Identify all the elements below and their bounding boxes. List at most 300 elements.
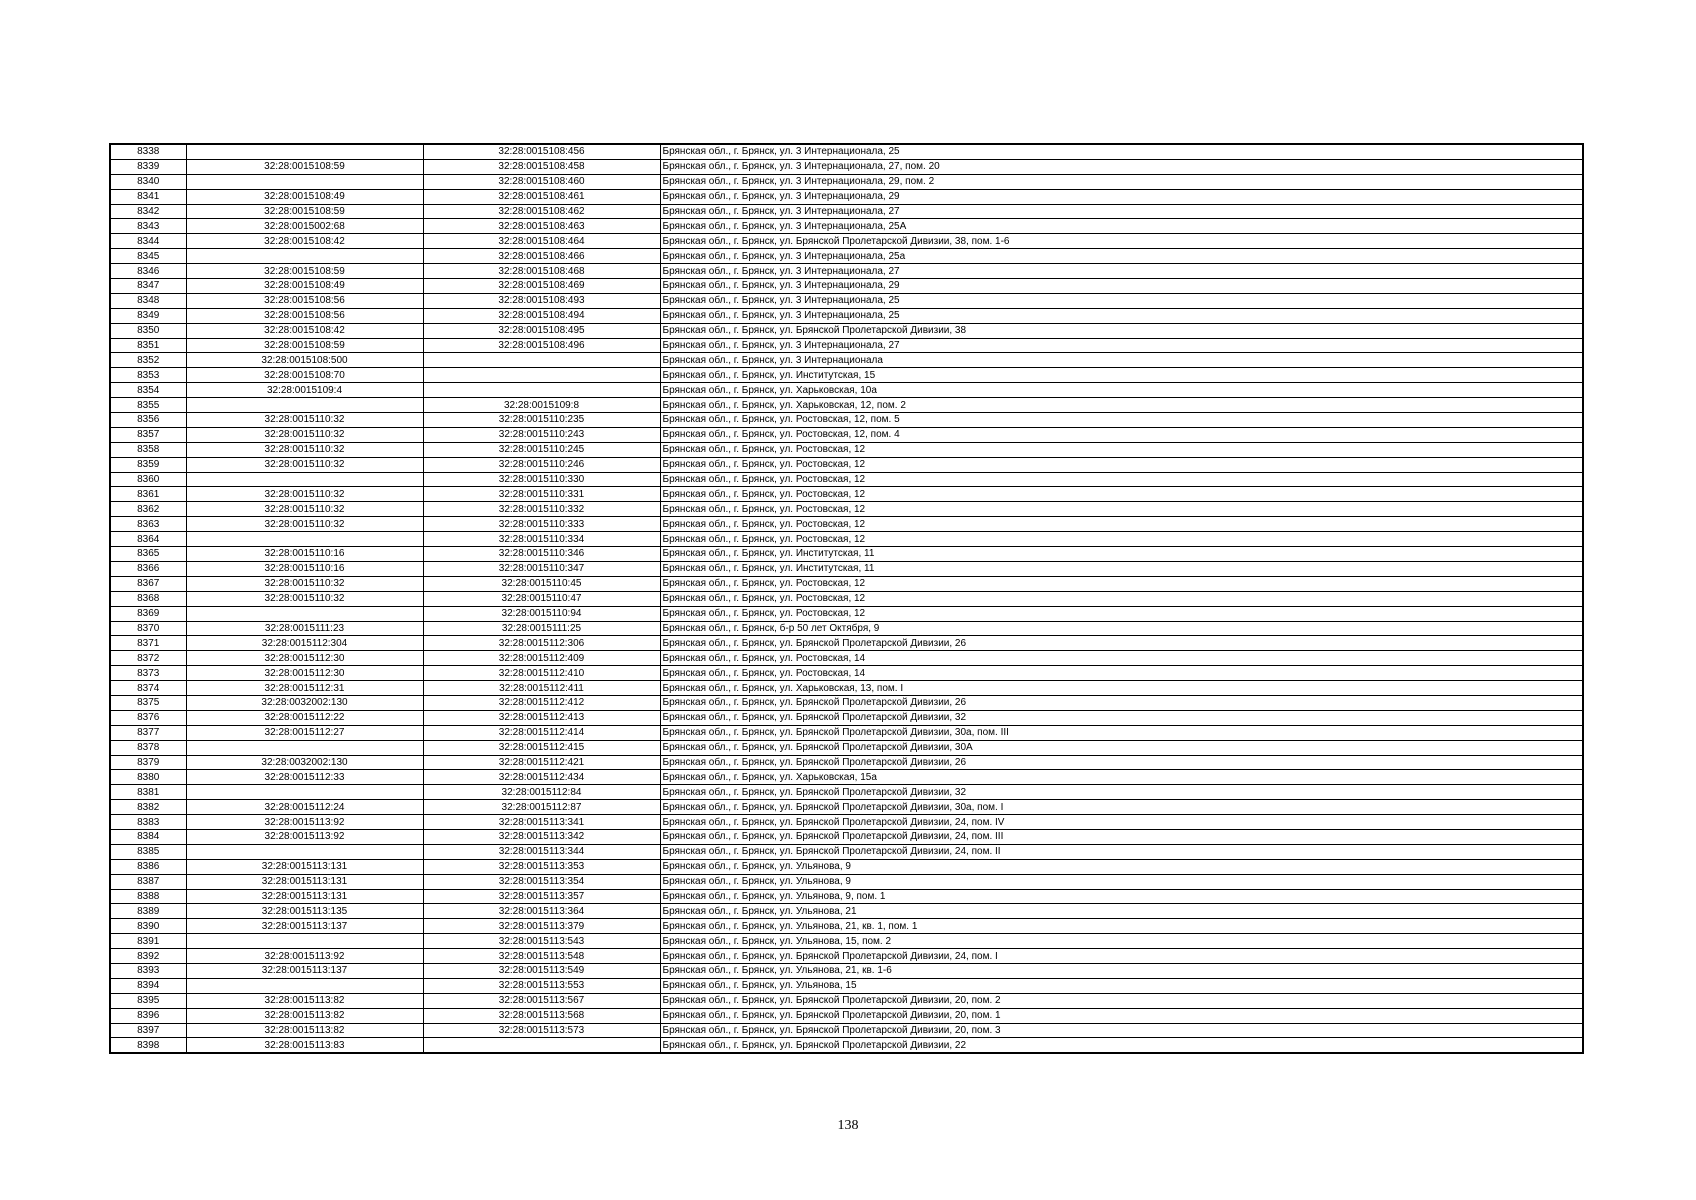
parent-cadastral-number-cell: 32:28:0015113:82 [186,1023,423,1038]
cadastral-number-cell: 32:28:0015110:235 [423,413,660,428]
cadastral-number-cell: 32:28:0015112:410 [423,666,660,681]
parent-cadastral-number-cell: 32:28:0015113:82 [186,993,423,1008]
row-number-cell: 8373 [110,666,186,681]
parent-cadastral-number-cell: 32:28:0015112:304 [186,636,423,651]
address-cell: Брянская обл., г. Брянск, ул. 3 Интернационала, 27 [660,204,1583,219]
table-row [110,829,1583,844]
table-row [110,338,1583,353]
row-number-cell: 8383 [110,815,186,830]
table-row [110,1038,1583,1053]
parent-cadastral-number-cell: 32:28:0015108:70 [186,368,423,383]
parent-cadastral-number-cell: 32:28:0015113:131 [186,874,423,889]
row-number-cell: 8369 [110,606,186,621]
row-number-cell: 8375 [110,695,186,710]
address-cell: Брянская обл., г. Брянск, ул. Ростовская, 12 [660,457,1583,472]
row-number-cell: 8391 [110,934,186,949]
registry-table-body [110,144,1583,1053]
cadastral-number-cell: 32:28:0015110:245 [423,442,660,457]
address-cell: Брянская обл., г. Брянск, ул. 3 Интернационала, 29, пом. 2 [660,174,1583,189]
parent-cadastral-number-cell: 32:28:0015110:32 [186,517,423,532]
row-number-cell: 8365 [110,547,186,562]
address-cell: Брянская обл., г. Брянск, ул. Брянской Пролетарской Дивизии, 26 [660,695,1583,710]
row-number-cell: 8381 [110,785,186,800]
row-number-cell: 8350 [110,323,186,338]
table-row [110,666,1583,681]
row-number-cell: 8389 [110,904,186,919]
row-number-cell: 8385 [110,844,186,859]
parent-cadastral-number-cell: 32:28:0015108:500 [186,353,423,368]
table-row [110,189,1583,204]
table-row [110,457,1583,472]
parent-cadastral-number-cell [186,472,423,487]
table-row [110,934,1583,949]
row-number-cell: 8351 [110,338,186,353]
registry-table [109,143,1584,1054]
cadastral-number-cell: 32:28:0015111:25 [423,621,660,636]
row-number-cell: 8390 [110,919,186,934]
address-cell: Брянская обл., г. Брянск, ул. Брянской Пролетарской Дивизии, 24, пом. IV [660,815,1583,830]
row-number-cell: 8376 [110,710,186,725]
row-number-cell: 8342 [110,204,186,219]
row-number-cell: 8377 [110,725,186,740]
parent-cadastral-number-cell [186,978,423,993]
table-row [110,487,1583,502]
address-cell: Брянская обл., г. Брянск, ул. Брянской Пролетарской Дивизии, 30а, пом. III [660,725,1583,740]
address-cell: Брянская обл., г. Брянск, ул. Ростовская, 12 [660,606,1583,621]
address-cell: Брянская обл., г. Брянск, ул. 3 Интернационала, 25а [660,249,1583,264]
table-row [110,293,1583,308]
parent-cadastral-number-cell: 32:28:0015002:68 [186,219,423,234]
cadastral-number-cell: 32:28:0015113:344 [423,844,660,859]
table-row [110,621,1583,636]
cadastral-number-cell: 32:28:0015110:246 [423,457,660,472]
address-cell: Брянская обл., г. Брянск, ул. Брянской Пролетарской Дивизии, 30а, пом. I [660,800,1583,815]
address-cell: Брянская обл., г. Брянск, ул. 3 Интернационала, 29 [660,189,1583,204]
address-cell: Брянская обл., г. Брянск, ул. Ростовская, 12, пом. 5 [660,413,1583,428]
address-cell: Брянская обл., г. Брянск, ул. Брянской Пролетарской Дивизии, 32 [660,785,1583,800]
parent-cadastral-number-cell [186,174,423,189]
address-cell: Брянская обл., г. Брянск, ул. Институтская, 11 [660,561,1583,576]
row-number-cell: 8372 [110,651,186,666]
cadastral-number-cell: 32:28:0015113:354 [423,874,660,889]
row-number-cell: 8382 [110,800,186,815]
row-number-cell: 8366 [110,561,186,576]
parent-cadastral-number-cell [186,144,423,159]
address-cell: Брянская обл., г. Брянск, ул. Брянской Пролетарской Дивизии, 24, пом. III [660,829,1583,844]
parent-cadastral-number-cell: 32:28:0015108:56 [186,293,423,308]
cadastral-number-cell: 32:28:0015110:346 [423,547,660,562]
row-number-cell: 8388 [110,889,186,904]
table-row [110,413,1583,428]
row-number-cell: 8379 [110,755,186,770]
table-row [110,755,1583,770]
table-row [110,1023,1583,1038]
cadastral-number-cell: 32:28:0015108:461 [423,189,660,204]
table-row [110,427,1583,442]
address-cell: Брянская обл., г. Брянск, ул. Ростовская, 12 [660,576,1583,591]
table-row [110,368,1583,383]
table-row [110,279,1583,294]
cadastral-number-cell: 32:28:0015109:8 [423,398,660,413]
cadastral-number-cell: 32:28:0015108:495 [423,323,660,338]
cadastral-number-cell: 32:28:0015108:458 [423,159,660,174]
cadastral-number-cell: 32:28:0015112:415 [423,740,660,755]
address-cell: Брянская обл., г. Брянск, ул. Ульянова, 9 [660,859,1583,874]
parent-cadastral-number-cell: 32:28:0015108:59 [186,159,423,174]
table-row [110,695,1583,710]
table-row [110,874,1583,889]
address-cell: Брянская обл., г. Брянск, ул. 3 Интернационала, 27 [660,264,1583,279]
table-row [110,725,1583,740]
table-row [110,502,1583,517]
row-number-cell: 8380 [110,770,186,785]
address-cell: Брянская обл., г. Брянск, ул. Ульянова, 21 [660,904,1583,919]
address-cell: Брянская обл., г. Брянск, ул. 3 Интернационала, 27, пом. 20 [660,159,1583,174]
table-row [110,472,1583,487]
address-cell: Брянская обл., г. Брянск, ул. Ростовская, 12 [660,591,1583,606]
table-row [110,219,1583,234]
address-cell: Брянская обл., г. Брянск, ул. Харьковская, 10а [660,383,1583,398]
parent-cadastral-number-cell: 32:28:0015110:32 [186,442,423,457]
cadastral-number-cell: 32:28:0015112:434 [423,770,660,785]
row-number-cell: 8370 [110,621,186,636]
cadastral-number-cell: 32:28:0015108:456 [423,144,660,159]
row-number-cell: 8353 [110,368,186,383]
parent-cadastral-number-cell [186,249,423,264]
parent-cadastral-number-cell: 32:28:0015108:49 [186,189,423,204]
row-number-cell: 8387 [110,874,186,889]
row-number-cell: 8343 [110,219,186,234]
row-number-cell: 8348 [110,293,186,308]
row-number-cell: 8359 [110,457,186,472]
parent-cadastral-number-cell: 32:28:0032002:130 [186,755,423,770]
address-cell: Брянская обл., г. Брянск, ул. Ростовская, 12, пом. 4 [660,427,1583,442]
table-row [110,398,1583,413]
table-row [110,442,1583,457]
cadastral-number-cell: 32:28:0015113:379 [423,919,660,934]
address-cell: Брянская обл., г. Брянск, ул. Брянской Пролетарской Дивизии, 38, пом. 1-6 [660,234,1583,249]
row-number-cell: 8367 [110,576,186,591]
address-cell: Брянская обл., г. Брянск, ул. Брянской Пролетарской Дивизии, 32 [660,710,1583,725]
table-row [110,904,1583,919]
parent-cadastral-number-cell: 32:28:0015108:42 [186,323,423,338]
cadastral-number-cell [423,383,660,398]
cadastral-number-cell: 32:28:0015113:357 [423,889,660,904]
address-cell: Брянская обл., г. Брянск, ул. Ульянова, 15, пом. 2 [660,934,1583,949]
table-row [110,815,1583,830]
table-row [110,264,1583,279]
table-row [110,591,1583,606]
parent-cadastral-number-cell: 32:28:0015112:24 [186,800,423,815]
cadastral-number-cell: 32:28:0015110:45 [423,576,660,591]
table-row [110,770,1583,785]
row-number-cell: 8363 [110,517,186,532]
parent-cadastral-number-cell: 32:28:0015113:131 [186,889,423,904]
row-number-cell: 8339 [110,159,186,174]
parent-cadastral-number-cell [186,532,423,547]
parent-cadastral-number-cell: 32:28:0015110:32 [186,502,423,517]
table-row [110,1008,1583,1023]
cadastral-number-cell: 32:28:0015110:331 [423,487,660,502]
address-cell: Брянская обл., г. Брянск, ул. 3 Интернационала, 25 [660,308,1583,323]
parent-cadastral-number-cell: 32:28:0015108:56 [186,308,423,323]
cadastral-number-cell: 32:28:0015113:364 [423,904,660,919]
cadastral-number-cell [423,353,660,368]
page-number: 138 [837,1118,859,1133]
address-cell: Брянская обл., г. Брянск, ул. Брянской Пролетарской Дивизии, 24, пом. I [660,949,1583,964]
table-row [110,606,1583,621]
row-number-cell: 8340 [110,174,186,189]
parent-cadastral-number-cell: 32:28:0015108:59 [186,204,423,219]
address-cell: Брянская обл., г. Брянск, ул. 3 Интернационала, 25 [660,144,1583,159]
address-cell: Брянская обл., г. Брянск, ул. Ростовская, 14 [660,666,1583,681]
row-number-cell: 8394 [110,978,186,993]
cadastral-number-cell: 32:28:0015112:414 [423,725,660,740]
parent-cadastral-number-cell: 32:28:0015108:49 [186,279,423,294]
table-row [110,159,1583,174]
cadastral-number-cell: 32:28:0015113:341 [423,815,660,830]
cadastral-number-cell [423,1038,660,1053]
cadastral-number-cell: 32:28:0015112:409 [423,651,660,666]
parent-cadastral-number-cell [186,785,423,800]
table-row [110,383,1583,398]
cadastral-number-cell: 32:28:0015112:411 [423,681,660,696]
parent-cadastral-number-cell: 32:28:0015112:30 [186,651,423,666]
table-row [110,978,1583,993]
table-row [110,576,1583,591]
parent-cadastral-number-cell: 32:28:0015113:92 [186,829,423,844]
row-number-cell: 8345 [110,249,186,264]
table-row [110,547,1583,562]
parent-cadastral-number-cell: 32:28:0015113:83 [186,1038,423,1053]
parent-cadastral-number-cell: 32:28:0015112:33 [186,770,423,785]
parent-cadastral-number-cell [186,844,423,859]
parent-cadastral-number-cell: 32:28:0015113:92 [186,949,423,964]
table-row [110,651,1583,666]
parent-cadastral-number-cell: 32:28:0015112:27 [186,725,423,740]
cadastral-number-cell: 32:28:0015113:353 [423,859,660,874]
row-number-cell: 8371 [110,636,186,651]
cadastral-number-cell: 32:28:0015108:466 [423,249,660,264]
parent-cadastral-number-cell: 32:28:0015112:30 [186,666,423,681]
table-row [110,144,1583,159]
address-cell: Брянская обл., г. Брянск, ул. Ростовская, 12 [660,487,1583,502]
parent-cadastral-number-cell: 32:28:0015109:4 [186,383,423,398]
address-cell: Брянская обл., г. Брянск, ул. Институтская, 11 [660,547,1583,562]
table-row [110,308,1583,323]
table-row [110,636,1583,651]
parent-cadastral-number-cell: 32:28:0015108:59 [186,264,423,279]
row-number-cell: 8398 [110,1038,186,1053]
table-row [110,681,1583,696]
row-number-cell: 8361 [110,487,186,502]
address-cell: Брянская обл., г. Брянск, ул. 3 Интернационала, 29 [660,279,1583,294]
address-cell: Брянская обл., г. Брянск, ул. Харьковская, 15а [660,770,1583,785]
address-cell: Брянская обл., г. Брянск, ул. Ростовская, 12 [660,442,1583,457]
address-cell: Брянская обл., г. Брянск, ул. Брянской Пролетарской Дивизии, 20, пом. 2 [660,993,1583,1008]
table-row [110,993,1583,1008]
cadastral-number-cell: 32:28:0015113:553 [423,978,660,993]
row-number-cell: 8396 [110,1008,186,1023]
address-cell: Брянская обл., г. Брянск, ул. Брянской Пролетарской Дивизии, 22 [660,1038,1583,1053]
address-cell: Брянская обл., г. Брянск, ул. 3 Интернационала, 25 [660,293,1583,308]
address-cell: Брянская обл., г. Брянск, ул. Институтская, 15 [660,368,1583,383]
parent-cadastral-number-cell [186,606,423,621]
address-cell: Брянская обл., г. Брянск, ул. Ульянова, 9, пом. 1 [660,889,1583,904]
table-row [110,532,1583,547]
row-number-cell: 8395 [110,993,186,1008]
address-cell: Брянская обл., г. Брянск, ул. Ульянова, 9 [660,874,1583,889]
table-row [110,234,1583,249]
parent-cadastral-number-cell: 32:28:0015113:82 [186,1008,423,1023]
address-cell: Брянская обл., г. Брянск, ул. 3 Интернационала [660,353,1583,368]
row-number-cell: 8354 [110,383,186,398]
table-row [110,800,1583,815]
table-row [110,889,1583,904]
table-row [110,844,1583,859]
cadastral-number-cell: 32:28:0015110:330 [423,472,660,487]
cadastral-number-cell: 32:28:0015113:543 [423,934,660,949]
row-number-cell: 8344 [110,234,186,249]
parent-cadastral-number-cell: 32:28:0015110:32 [186,487,423,502]
table-row [110,740,1583,755]
address-cell: Брянская обл., г. Брянск, ул. 3 Интернационала, 27 [660,338,1583,353]
table-row [110,517,1583,532]
cadastral-number-cell: 32:28:0015108:463 [423,219,660,234]
parent-cadastral-number-cell: 32:28:0015108:59 [186,338,423,353]
parent-cadastral-number-cell: 32:28:0015113:92 [186,815,423,830]
row-number-cell: 8397 [110,1023,186,1038]
cadastral-number-cell: 32:28:0015112:413 [423,710,660,725]
address-cell: Брянская обл., г. Брянск, ул. Ульянова, 15 [660,978,1583,993]
cadastral-number-cell: 32:28:0015112:84 [423,785,660,800]
parent-cadastral-number-cell: 32:28:0015113:137 [186,919,423,934]
row-number-cell: 8386 [110,859,186,874]
table-row [110,323,1583,338]
address-cell: Брянская обл., г. Брянск, ул. Ростовская, 12 [660,532,1583,547]
cadastral-number-cell: 32:28:0015112:306 [423,636,660,651]
row-number-cell: 8341 [110,189,186,204]
address-cell: Брянская обл., г. Брянск, ул. Ульянова, 21, кв. 1, пом. 1 [660,919,1583,934]
address-cell: Брянская обл., г. Брянск, б-р 50 лет Октября, 9 [660,621,1583,636]
cadastral-number-cell: 32:28:0015110:243 [423,427,660,442]
cadastral-number-cell: 32:28:0015112:421 [423,755,660,770]
cadastral-number-cell: 32:28:0015108:494 [423,308,660,323]
row-number-cell: 8393 [110,963,186,978]
parent-cadastral-number-cell: 32:28:0015112:31 [186,681,423,696]
cadastral-number-cell: 32:28:0015112:87 [423,800,660,815]
parent-cadastral-number-cell [186,934,423,949]
address-cell: Брянская обл., г. Брянск, ул. Брянской Пролетарской Дивизии, 24, пом. II [660,844,1583,859]
row-number-cell: 8349 [110,308,186,323]
cadastral-number-cell: 32:28:0015108:493 [423,293,660,308]
table-row [110,859,1583,874]
address-cell: Брянская обл., г. Брянск, ул. Ульянова, 21, кв. 1-6 [660,963,1583,978]
address-cell: Брянская обл., г. Брянск, ул. 3 Интернационала, 25А [660,219,1583,234]
address-cell: Брянская обл., г. Брянск, ул. Брянской Пролетарской Дивизии, 26 [660,755,1583,770]
address-cell: Брянская обл., г. Брянск, ул. Ростовская, 12 [660,472,1583,487]
address-cell: Брянская обл., г. Брянск, ул. Ростовская, 12 [660,517,1583,532]
row-number-cell: 8362 [110,502,186,517]
cadastral-number-cell: 32:28:0015113:573 [423,1023,660,1038]
row-number-cell: 8338 [110,144,186,159]
cadastral-number-cell: 32:28:0015113:549 [423,963,660,978]
parent-cadastral-number-cell: 32:28:0015113:135 [186,904,423,919]
row-number-cell: 8374 [110,681,186,696]
table-row [110,785,1583,800]
cadastral-number-cell: 32:28:0015113:568 [423,1008,660,1023]
row-number-cell: 8358 [110,442,186,457]
row-number-cell: 8352 [110,353,186,368]
row-number-cell: 8355 [110,398,186,413]
cadastral-number-cell: 32:28:0015110:332 [423,502,660,517]
cadastral-number-cell: 32:28:0015108:460 [423,174,660,189]
row-number-cell: 8364 [110,532,186,547]
address-cell: Брянская обл., г. Брянск, ул. Брянской Пролетарской Дивизии, 26 [660,636,1583,651]
row-number-cell: 8347 [110,279,186,294]
address-cell: Брянская обл., г. Брянск, ул. Харьковская, 12, пом. 2 [660,398,1583,413]
cadastral-number-cell: 32:28:0015108:468 [423,264,660,279]
cadastral-number-cell: 32:28:0015108:464 [423,234,660,249]
address-cell: Брянская обл., г. Брянск, ул. Брянской Пролетарской Дивизии, 38 [660,323,1583,338]
parent-cadastral-number-cell: 32:28:0015112:22 [186,710,423,725]
address-cell: Брянская обл., г. Брянск, ул. Брянской Пролетарской Дивизии, 20, пом. 3 [660,1023,1583,1038]
cadastral-number-cell: 32:28:0015108:469 [423,279,660,294]
parent-cadastral-number-cell: 32:28:0015111:23 [186,621,423,636]
parent-cadastral-number-cell: 32:28:0015113:131 [186,859,423,874]
parent-cadastral-number-cell: 32:28:0015110:16 [186,561,423,576]
row-number-cell: 8360 [110,472,186,487]
parent-cadastral-number-cell: 32:28:0015113:137 [186,963,423,978]
row-number-cell: 8346 [110,264,186,279]
cadastral-number-cell: 32:28:0015110:347 [423,561,660,576]
cadastral-number-cell: 32:28:0015113:567 [423,993,660,1008]
table-row [110,353,1583,368]
parent-cadastral-number-cell: 32:28:0015110:32 [186,576,423,591]
cadastral-number-cell [423,368,660,383]
address-cell: Брянская обл., г. Брянск, ул. Ростовская, 14 [660,651,1583,666]
parent-cadastral-number-cell: 32:28:0015110:32 [186,427,423,442]
table-row [110,249,1583,264]
parent-cadastral-number-cell: 32:28:0015110:32 [186,457,423,472]
row-number-cell: 8356 [110,413,186,428]
cadastral-number-cell: 32:28:0015108:496 [423,338,660,353]
parent-cadastral-number-cell: 32:28:0032002:130 [186,695,423,710]
row-number-cell: 8368 [110,591,186,606]
cadastral-number-cell: 32:28:0015108:462 [423,204,660,219]
cadastral-number-cell: 32:28:0015110:47 [423,591,660,606]
address-cell: Брянская обл., г. Брянск, ул. Брянской Пролетарской Дивизии, 20, пом. 1 [660,1008,1583,1023]
parent-cadastral-number-cell [186,398,423,413]
address-cell: Брянская обл., г. Брянск, ул. Брянской Пролетарской Дивизии, 30А [660,740,1583,755]
parent-cadastral-number-cell: 32:28:0015110:32 [186,413,423,428]
parent-cadastral-number-cell: 32:28:0015110:16 [186,547,423,562]
table-row [110,919,1583,934]
row-number-cell: 8392 [110,949,186,964]
table-row [110,204,1583,219]
address-cell: Брянская обл., г. Брянск, ул. Харьковская, 13, пом. I [660,681,1583,696]
parent-cadastral-number-cell: 32:28:0015110:32 [186,591,423,606]
table-row [110,174,1583,189]
table-row [110,949,1583,964]
cadastral-number-cell: 32:28:0015113:342 [423,829,660,844]
parent-cadastral-number-cell: 32:28:0015108:42 [186,234,423,249]
address-cell: Брянская обл., г. Брянск, ул. Ростовская, 12 [660,502,1583,517]
cadastral-number-cell: 32:28:0015113:548 [423,949,660,964]
row-number-cell: 8384 [110,829,186,844]
table-row [110,561,1583,576]
cadastral-number-cell: 32:28:0015110:333 [423,517,660,532]
